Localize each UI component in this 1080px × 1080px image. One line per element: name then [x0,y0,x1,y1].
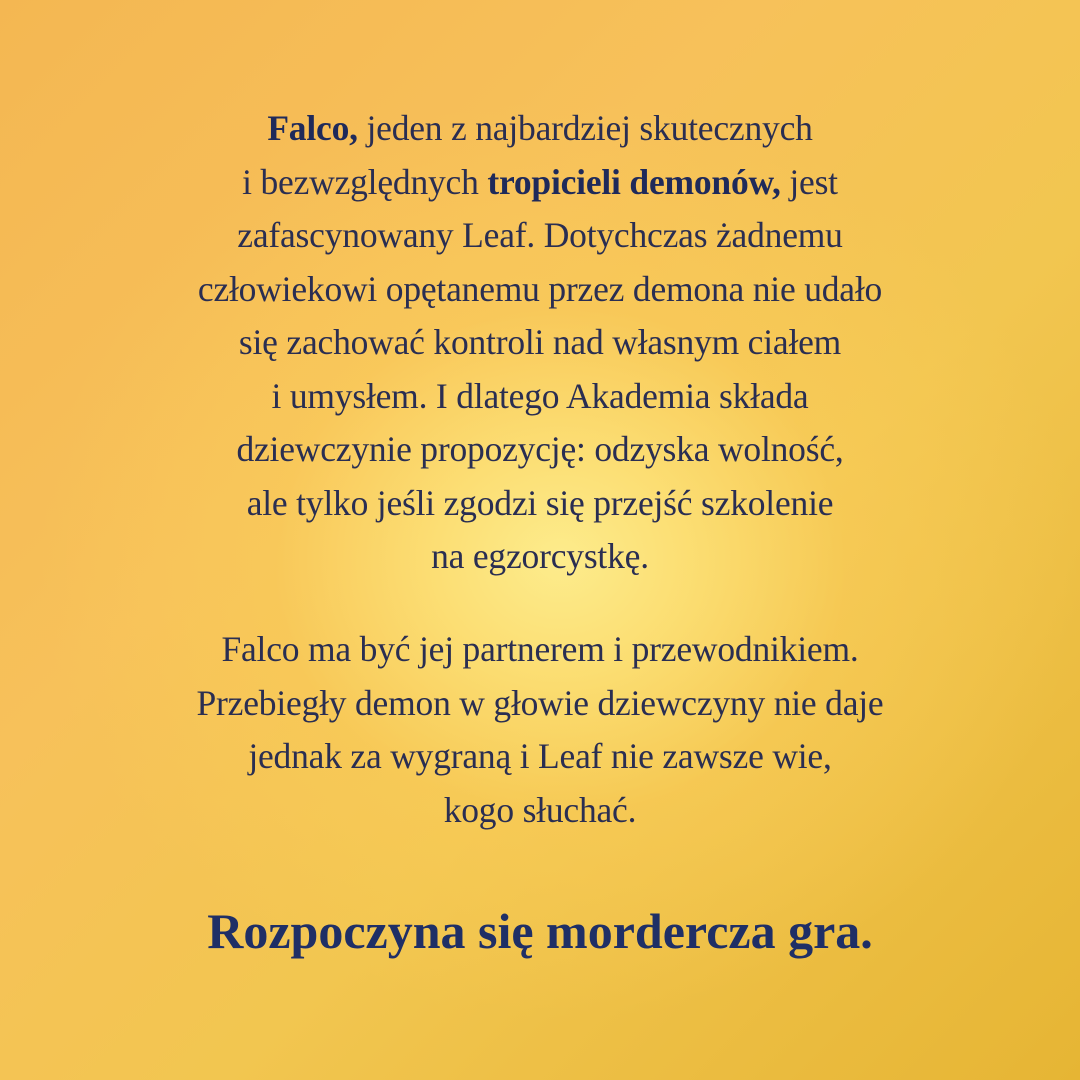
paragraph-line: jednak za wygraną i Leaf nie zawsze wie, [248,736,832,776]
paragraph-line: dziewczynie propozycję: odzyska wolność, [236,429,844,469]
name-falco-bold: Falco, [267,108,358,148]
paragraph-line: kogo słuchać. [443,789,637,830]
demon-trackers-bold: tropicieli demonów, [487,161,781,202]
paragraph-line [90,102,990,156]
paragraph-line: na egzorcystkę. [431,536,649,576]
description-paragraph-1 [90,102,990,584]
paragraph-line: i umysłem. I dlatego Akademia składa [271,375,809,416]
description-paragraph-2 [90,623,990,837]
text-fragment: jest [780,161,838,202]
text-fragment: jeden z najbardziej skutecznych [357,108,813,148]
paragraph-line: Przebiegły demon w głowie dziewczyny nie daje [196,682,884,723]
paragraph-line [90,156,990,210]
paragraph-line: ale tylko jeśli zgodzi się przejść szkolenie [246,482,834,523]
closing-headline: Rozpoczyna się mordercza gra. [207,903,873,959]
text-fragment: i bezwzględnych [242,161,488,202]
paragraph-line: się zachować kontroli nad własnym ciałem [238,322,842,362]
paragraph-line: zafascynowany Leaf. Dotychczas żadnemu [237,215,843,255]
paragraph-line: człowiekowi opętanemu przez demona nie udało [197,268,883,309]
paragraph-line: Falco ma być jej partnerem i przewodnikiem. [221,629,859,669]
